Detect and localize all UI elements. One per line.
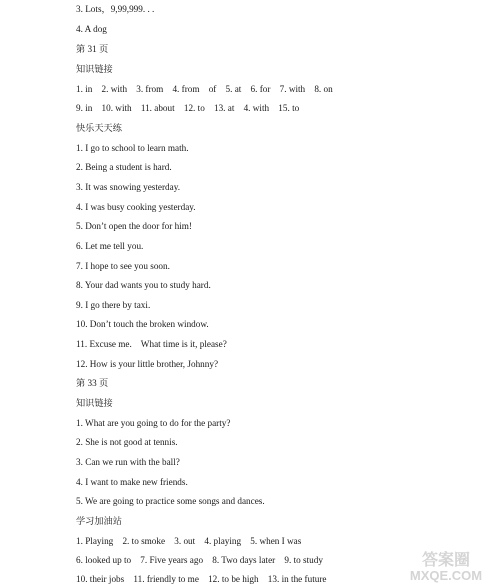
answer-line: 1. Playing 2. to smoke 3. out 4. playing 5. when I was [76,536,302,546]
answer-line: 2. Being a student is hard. [76,162,172,172]
answer-line: 7. I hope to see you soon. [76,261,170,271]
subsection-heading: 快乐天天练 [76,123,122,133]
answer-line: 3. It was snowing yesterday. [76,182,181,192]
section-heading: 第 33 页 [76,378,109,388]
answer-line: 6. looked up to 7. Five years ago 8. Two days later 9. to study [76,555,323,565]
watermark-bottom-text: MXQE.COM [409,568,483,583]
section-heading: 第 31 页 [76,44,109,54]
answer-line: 9. in 10. with 11. about 12. to 13. at 4. with 15. to [76,103,300,113]
answer-line: 2. She is not good at tennis. [76,437,178,447]
answer-line: 4. I want to make new friends. [76,477,188,487]
answer-line: 6. Let me tell you. [76,241,144,251]
answer-line: 5. We are going to practice some songs and dances. [76,496,265,506]
subsection-heading: 知识链接 [76,64,113,74]
answer-line: 1. in 2. with 3. from 4. from of 5. at 6. for 7. with 8. on [76,84,333,94]
watermark-top-text: 答案圈 [421,552,471,569]
answer-line: 11. Excuse me. What time is it, please? [76,339,227,349]
subsection-heading: 知识链接 [76,398,113,408]
answer-line: 5. Don’t open the door for him! [76,221,192,231]
answer-line: 10. Don’t touch the broken window. [76,319,209,329]
answer-line: 4. A dog [76,24,107,34]
answer-line: 9. I go there by taxi. [76,300,151,310]
answer-line: 12. How is your little brother, Johnny? [76,359,219,369]
answer-line: 1. What are you going to do for the party? [76,418,231,428]
answer-line: 10. their jobs 11. friendly to me 12. to be high 13. in the future [76,574,327,584]
answer-line: 3. Can we run with the ball? [76,457,180,467]
answer-line: 3. Lots，9,99,999. . . [76,4,155,14]
subsection-heading: 学习加油站 [76,516,122,526]
answer-line: 4. I was busy cooking yesterday. [76,202,196,212]
answer-line: 8. Your dad wants you to study hard. [76,280,211,290]
answer-line: 1. I go to school to learn math. [76,143,189,153]
watermark-logo [400,548,492,584]
